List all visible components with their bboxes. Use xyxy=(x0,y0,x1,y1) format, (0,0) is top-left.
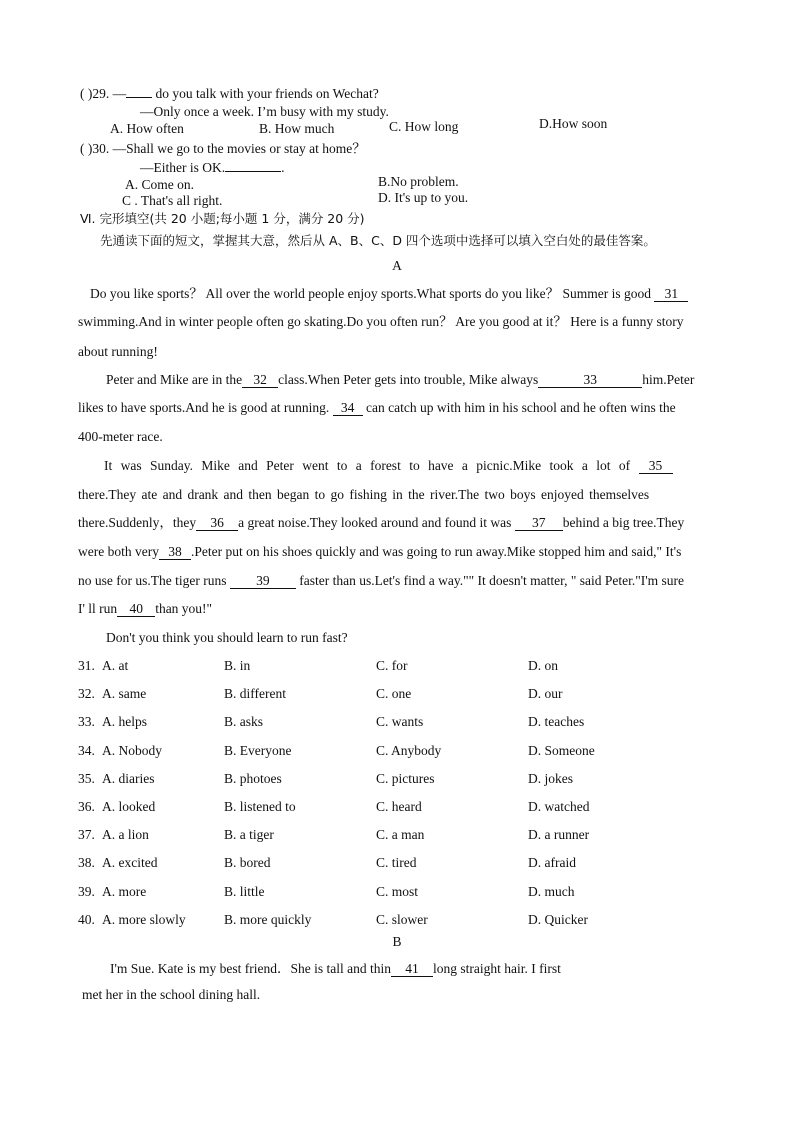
option-row xyxy=(78,912,638,930)
option-choice-a: A. more slowly xyxy=(102,911,186,927)
option-choice-b: B. Everyone xyxy=(224,742,292,758)
passage-a-line-7 xyxy=(104,458,673,474)
option-choice-c: C. for xyxy=(376,658,408,673)
option-choice-c: C. most xyxy=(376,883,419,899)
option-choice-b: B. listened to xyxy=(224,799,296,814)
q30-number: ( )30. xyxy=(80,141,110,156)
question-29 xyxy=(80,86,379,102)
option-choice-d: D. teaches xyxy=(528,714,585,730)
option-choice-c: C. a man xyxy=(376,827,425,843)
option-choice-a: A. more xyxy=(102,883,147,899)
option-choice-b: B. in xyxy=(224,658,251,673)
option-choice-d: D. afraid xyxy=(528,855,576,871)
q30-option-b: B.No problem. xyxy=(378,174,459,189)
passage-b-line-1 xyxy=(110,961,561,977)
passage-a-line-13: Don't you think you should learn to run fast? xyxy=(106,630,348,645)
option-row xyxy=(78,771,638,789)
p3-line3-text-a: there.Suddenly，they xyxy=(78,515,197,530)
p3-line4-text-a: were both very xyxy=(78,544,159,559)
option-choice-c: C. Anybody xyxy=(376,742,442,758)
passage-a-line-9 xyxy=(78,515,684,531)
option-choice-a: A. looked xyxy=(102,799,156,814)
option-choice-b: B. more quickly xyxy=(224,911,312,927)
option-choice-c: C. wants xyxy=(376,714,424,730)
q30-reply-text: —Either is OK. xyxy=(140,160,226,175)
p3-line4-text-b: .Peter put on his shoes quickly and was going to run away.Mike stopped him and said," It's xyxy=(190,544,682,559)
passage-b-line-2: met her in the school dining hall. xyxy=(82,987,261,1002)
option-choice-d: D. jokes xyxy=(528,770,573,786)
option-choice-d: D. our xyxy=(528,686,563,702)
q30-blank xyxy=(225,171,281,172)
blank-36: 36 xyxy=(196,516,238,531)
option-number: 39. xyxy=(78,883,95,899)
p3-line1-text: It was Sunday. Mike and Peter went to a forest to have a picnic.Mike took a lot of xyxy=(104,458,631,473)
q30-option-d: D. It's up to you. xyxy=(378,190,469,205)
option-choice-a: A. a lion xyxy=(102,827,149,843)
q29-option-b: B. How much xyxy=(259,121,335,136)
option-choice-d: D. on xyxy=(528,658,558,673)
option-row xyxy=(78,884,638,902)
option-number: 33. xyxy=(78,714,95,730)
q29-blank xyxy=(126,97,152,98)
question-30 xyxy=(80,141,366,157)
option-number: 34. xyxy=(78,742,95,758)
blank-35: 35 xyxy=(639,459,673,474)
part-b-label: B xyxy=(392,934,402,949)
p2-text-a: Peter and Mike are in the xyxy=(106,372,243,387)
option-row xyxy=(78,686,638,704)
option-choice-a: A. Nobody xyxy=(102,742,162,758)
option-choice-b: B. asks xyxy=(224,714,264,730)
blank-34: 34 xyxy=(333,401,363,416)
p3-line6-text-a: I' ll run xyxy=(78,601,118,616)
passage-a-line-2: swimming.And in winter people often go skating.Do you often run？ Are you good at it？ Here is a funny story xyxy=(78,314,684,329)
q29-option-c: C. How long xyxy=(389,119,459,134)
q30-reply xyxy=(140,160,285,176)
p2-text-c: him.Peter xyxy=(642,372,695,387)
option-number: 36. xyxy=(78,799,95,814)
option-row xyxy=(78,714,638,732)
q30-option-c: C . That's all right. xyxy=(122,193,223,208)
option-choice-b: B. bored xyxy=(224,855,271,871)
option-number: 40. xyxy=(78,911,95,927)
blank-33: 33 xyxy=(538,373,642,388)
q29-reply: —Only once a week. I’m busy with my study. xyxy=(140,104,389,119)
passage-a-line-10 xyxy=(78,544,681,560)
p2-line2-text-a: likes to have sports.And he is good at running. xyxy=(78,400,330,415)
option-choice-a: A. at xyxy=(102,658,129,673)
q30-option-a: A. Come on. xyxy=(125,177,194,192)
blank-37: 37 xyxy=(515,516,563,531)
option-row xyxy=(78,827,638,845)
option-row xyxy=(78,658,638,676)
option-choice-d: D. a runner xyxy=(528,827,590,843)
passage-a-line-6: 400-meter race. xyxy=(78,429,163,444)
option-choice-d: D. much xyxy=(528,883,575,899)
option-number: 37. xyxy=(78,827,95,843)
blank-38: 38 xyxy=(159,545,191,560)
blank-31: 31 xyxy=(654,287,688,302)
option-choice-b: B. little xyxy=(224,883,265,899)
option-choice-a: A. excited xyxy=(102,855,158,871)
option-row xyxy=(78,799,638,817)
option-choice-c: C. slower xyxy=(376,911,428,927)
option-row xyxy=(78,855,638,873)
option-number: 35. xyxy=(78,770,95,786)
q29-prompt-dash: — xyxy=(112,86,127,101)
q29-option-a: A. How often xyxy=(110,121,184,136)
passage-a-line-3: about running! xyxy=(78,344,158,359)
option-choice-b: B. a tiger xyxy=(224,827,274,843)
p3-line5-text-a: no use for us.The tiger runs xyxy=(78,573,227,588)
passage-a-line-8: there.They ate and drank and then began to go fishing in the river.The two boys enjoyed themselves xyxy=(78,487,650,502)
option-number: 32. xyxy=(78,686,95,702)
option-choice-c: C. tired xyxy=(376,855,417,871)
p3-line5-text-b: faster than us.Let's find a way."" It doesn't matter, " said Peter."I'm sure xyxy=(299,573,685,588)
part-a-label: A xyxy=(392,258,402,273)
q29-number: ( )29. xyxy=(80,86,110,101)
passage-a-line-11 xyxy=(78,573,684,589)
section-instruction: 先通读下面的短文，掌握其大意，然后从 A、B、C、D 四个选项中选择可以填入空白处的最佳答案。 xyxy=(100,233,656,248)
p2-line2-text-b: can catch up with him in his school and he often wins the xyxy=(365,400,676,415)
passage-a-line-12 xyxy=(78,601,212,617)
p2-text-b: class.When Peter gets into trouble, Mike always xyxy=(278,372,539,387)
q29-prompt: do you talk with your friends on Wechat? xyxy=(152,86,379,101)
p1-line1-text: Do you like sports？ All over the world people enjoy sports.What sports do you like？ Summer is good xyxy=(90,286,651,301)
blank-32: 32 xyxy=(242,373,278,388)
blank-40: 40 xyxy=(117,602,155,617)
option-row xyxy=(78,743,638,761)
option-choice-a: A. diaries xyxy=(102,770,155,786)
passage-a-line-4 xyxy=(106,372,694,388)
option-choice-d: D. Quicker xyxy=(528,911,588,927)
option-choice-a: A. same xyxy=(102,686,147,702)
p3-line3-text-c: behind a big tree.They xyxy=(562,515,685,530)
q30-prompt: —Shall we go to the movies or stay at home？ xyxy=(112,141,366,156)
option-choice-b: B. different xyxy=(224,686,286,702)
passage-a-line-5 xyxy=(78,400,676,416)
p3-line6-text-b: than you!" xyxy=(155,601,213,616)
option-choice-b: B. photoes xyxy=(224,770,282,786)
pb-line1-text-a: I'm Sue. Kate is my best friend．She is tall and thin xyxy=(110,961,392,976)
option-choice-c: C. one xyxy=(376,686,412,702)
q30-reply-end: . xyxy=(281,160,285,175)
passage-a-line-1 xyxy=(90,286,688,302)
pb-line1-text-b: long straight hair. I first xyxy=(433,961,561,976)
blank-41: 41 xyxy=(391,962,433,977)
blank-39: 39 xyxy=(230,574,296,589)
option-choice-a: A. helps xyxy=(102,714,147,730)
option-choice-c: C. pictures xyxy=(376,770,435,786)
p3-line3-text-b: a great noise.They looked around and found it was xyxy=(238,515,512,530)
option-choice-d: D. Someone xyxy=(528,742,595,758)
q29-option-d: D.How soon xyxy=(539,116,608,131)
option-number: 31. xyxy=(78,658,95,673)
option-number: 38. xyxy=(78,855,95,871)
option-choice-d: D. watched xyxy=(528,799,590,814)
option-choice-c: C. heard xyxy=(376,799,422,814)
section-title: Ⅵ. 完形填空(共 20 小题;每小题 1 分，满分 20 分) xyxy=(80,211,365,226)
